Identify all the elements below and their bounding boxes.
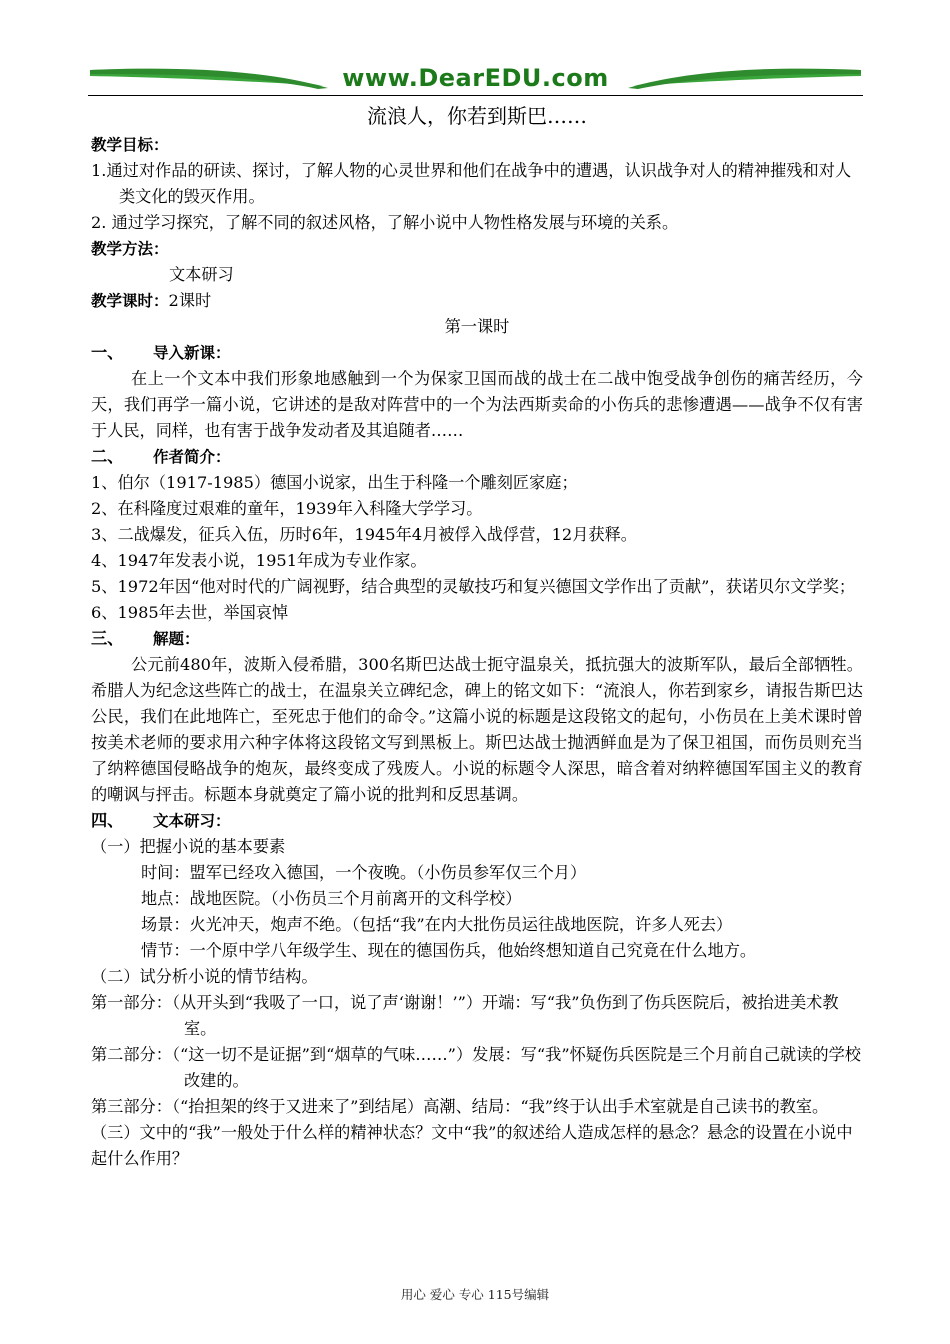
section-heading-intro: 导入新课： (153, 344, 231, 362)
section-number: 三、 (91, 629, 124, 648)
study-part2-label: （二）试分析小说的情节结构。 (91, 967, 318, 986)
goal-item: 2. 通过学习探究，了解不同的叙述风格，了解小说中人物性格发展与环境的关系。 (91, 213, 679, 232)
method-heading: 教学方法： (91, 240, 169, 258)
hours-value: 2课时 (168, 291, 212, 310)
method-value: 文本研习 (169, 265, 234, 284)
header-rule (88, 95, 863, 96)
goal-item: 1.通过对作品的研读、探讨，了解人物的心灵世界和他们在战争中的遭遇，认识战争对人的精神摧残和对人类文化的毁灭作用。 (91, 161, 852, 206)
plot-part: 第二部分：（“这一切不是证据”到“烟草的气味……”）发展：写“我”怀疑伤兵医院是三个月前自己就读的学校改建的。 (91, 1045, 861, 1090)
author-item: 3、二战爆发，征兵入伍，历时6年，1945年4月被俘入战俘营，12月获释。 (91, 525, 637, 544)
site-url[interactable]: www.DearEDU.com (342, 64, 609, 92)
lesson-label: 第一课时 (444, 317, 510, 336)
explain-paragraph: 公元前480年，波斯入侵希腊，300名斯巴达战士扼守温泉关，抵抗强大的波斯军队，最后全部牺牲。希腊人为纪念这些阵亡的战士，在温泉关立碑纪念，碑上的铭文如下：“流浪人，你若到家乡，请报告斯巴达公民，我们在此地阵亡，至死忠于他们的命令。”这篇小说的标题是这段铭文的起句，小伤员在上美术课时曾按美术老师的要求用六种字体将这段铭文写到黑板上。斯巴达战士抛洒鲜血是为了保卫祖国，而伤员则充当了纳粹德国侵略战争的炮灰，最终变成了残废人。小说的标题令人深思，暗含着对纳粹德国军国主义的教育的嘲讽与抨击。标题本身就奠定了篇小说的批判和反思基调。 (91, 655, 863, 804)
author-item: 1、伯尔（1917-1985）德国小说家，出生于科隆一个雕刻匠家庭； (91, 473, 578, 492)
author-item: 5、1972年因“他对时代的广阔视野，结合典型的灵敏技巧和复兴德国文学作出了贡献”，获诺贝尔文学奖； (91, 577, 856, 596)
plot-part: 第三部分：（“抬担架的终于又进来了”到结尾）高潮、结局：“我”终于认出手术室就是自己读书的教室。 (91, 1097, 829, 1116)
section-heading-explain: 解题： (153, 630, 200, 648)
study-part3-label: （三）文中的“我”一般处于什么样的精神状态？文中“我”的叙述给人造成怎样的悬念？悬念的设置在小说中起什么作用？ (91, 1123, 853, 1168)
page-footer: 用心 爱心 专心 115号编辑 (400, 1287, 550, 1302)
intro-paragraph: 在上一个文本中我们形象地感触到一个为保家卫国而战的战士在二战中饱受战争创伤的痛苦经历，今天，我们再学一篇小说，它讲述的是敌对阵营中的一个为法西斯卖命的小伤兵的悲惨遭遇——战争不仅有害于人民，同样，也有害于战争发动者及其追随者…… (91, 369, 863, 440)
element-item: 地点：战地医院。（小伤员三个月前离开的文科学校） (141, 889, 522, 908)
study-part1-label: （一）把握小说的基本要素 (91, 837, 286, 856)
goals-heading: 教学目标： (91, 136, 169, 154)
section-number: 一、 (91, 343, 124, 362)
section-heading-author: 作者简介： (153, 448, 231, 466)
author-item: 4、1947年发表小说，1951年成为专业作家。 (91, 551, 427, 570)
author-item: 6、1985年去世，举国哀悼 (91, 603, 289, 622)
author-item: 2、在科隆度过艰难的童年，1939年入科隆大学学习。 (91, 499, 483, 518)
element-item: 情节：一个原中学八年级学生、现在的德国伤兵，他始终想知道自己究竟在什么地方。 (141, 941, 757, 960)
plot-part: 第一部分：（从开头到“我吸了一口，说了声‘谢谢！’”）开端：写“我”负伤到了伤兵医院后，被抬进美术教室。 (91, 993, 839, 1038)
hours-heading: 教学课时： (91, 292, 169, 310)
page-title: 流浪人，你若到斯巴…… (367, 104, 587, 128)
section-number: 四、 (91, 811, 124, 830)
section-number: 二、 (91, 447, 124, 466)
document-body (91, 100, 863, 1172)
element-item: 场景：火光冲天，炮声不绝。（包括“我”在内大批伤员运往战地医院，许多人死去） (141, 915, 733, 934)
element-item: 时间：盟军已经攻入德国，一个夜晚。（小伤员参军仅三个月） (141, 863, 587, 882)
section-heading-study: 文本研习： (153, 812, 231, 830)
